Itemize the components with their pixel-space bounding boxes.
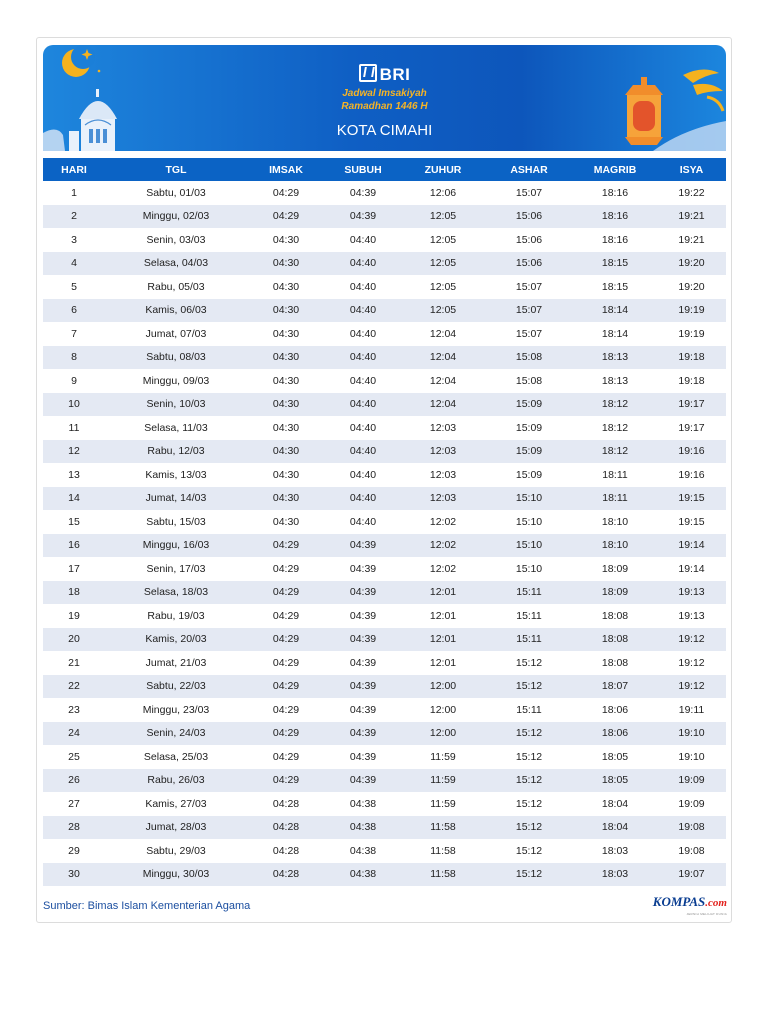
cell-magrib: 18:04 [573,792,657,816]
cell-hari: 11 [43,416,105,440]
cell-magrib: 18:16 [573,205,657,229]
cell-magrib: 18:11 [573,463,657,487]
cell-magrib: 18:15 [573,252,657,276]
cell-imsak: 04:30 [247,228,325,252]
cell-subuh: 04:39 [325,205,401,229]
cell-ashar: 15:12 [485,816,573,840]
cell-ashar: 15:06 [485,252,573,276]
table-row [43,393,726,417]
cell-subuh: 04:40 [325,299,401,323]
cell-hari: 3 [43,228,105,252]
cell-subuh: 04:39 [325,769,401,793]
cell-subuh: 04:38 [325,792,401,816]
cell-isya: 19:13 [657,604,726,628]
cell-ashar: 15:07 [485,322,573,346]
cell-tgl: Jumat, 28/03 [105,816,247,840]
cell-imsak: 04:30 [247,275,325,299]
cell-magrib: 18:12 [573,393,657,417]
cell-imsak: 04:30 [247,416,325,440]
cell-hari: 27 [43,792,105,816]
table-row [43,651,726,675]
cell-zuhur: 12:05 [401,205,485,229]
cell-magrib: 18:10 [573,510,657,534]
cell-subuh: 04:39 [325,722,401,746]
cell-hari: 6 [43,299,105,323]
cell-hari: 18 [43,581,105,605]
table-row [43,745,726,769]
table-row [43,698,726,722]
cell-subuh: 04:39 [325,651,401,675]
column-header-isya: ISYA [657,158,726,181]
cell-imsak: 04:29 [247,628,325,652]
table-row [43,228,726,252]
table-row [43,252,726,276]
cell-imsak: 04:28 [247,863,325,887]
cell-tgl: Sabtu, 01/03 [105,181,247,205]
cell-isya: 19:20 [657,275,726,299]
table-row [43,839,726,863]
cell-tgl: Sabtu, 15/03 [105,510,247,534]
cell-tgl: Kamis, 06/03 [105,299,247,323]
cell-zuhur: 12:01 [401,604,485,628]
cell-hari: 19 [43,604,105,628]
cell-magrib: 18:05 [573,745,657,769]
cell-isya: 19:17 [657,416,726,440]
cell-isya: 19:12 [657,675,726,699]
cell-tgl: Jumat, 07/03 [105,322,247,346]
cell-imsak: 04:30 [247,487,325,511]
cell-zuhur: 11:59 [401,792,485,816]
cell-hari: 28 [43,816,105,840]
cell-zuhur: 12:01 [401,651,485,675]
cell-ashar: 15:09 [485,463,573,487]
cell-zuhur: 12:05 [401,228,485,252]
cell-subuh: 04:40 [325,252,401,276]
cell-tgl: Sabtu, 22/03 [105,675,247,699]
cell-zuhur: 12:03 [401,416,485,440]
cell-hari: 23 [43,698,105,722]
cell-zuhur: 12:05 [401,252,485,276]
cell-zuhur: 11:58 [401,863,485,887]
cell-tgl: Selasa, 11/03 [105,416,247,440]
cell-subuh: 04:39 [325,181,401,205]
cell-isya: 19:19 [657,299,726,323]
cell-hari: 14 [43,487,105,511]
cell-hari: 21 [43,651,105,675]
cell-zuhur: 12:03 [401,463,485,487]
cell-hari: 25 [43,745,105,769]
cell-imsak: 04:29 [247,769,325,793]
cell-ashar: 15:12 [485,675,573,699]
cell-magrib: 18:13 [573,346,657,370]
cell-hari: 17 [43,557,105,581]
cell-zuhur: 12:02 [401,557,485,581]
cell-imsak: 04:29 [247,651,325,675]
cell-isya: 19:21 [657,228,726,252]
cell-magrib: 18:03 [573,839,657,863]
cell-zuhur: 11:59 [401,769,485,793]
cell-subuh: 04:40 [325,275,401,299]
cell-tgl: Senin, 03/03 [105,228,247,252]
cell-subuh: 04:40 [325,393,401,417]
cell-imsak: 04:30 [247,346,325,370]
cell-hari: 24 [43,722,105,746]
cell-zuhur: 12:00 [401,722,485,746]
cell-isya: 19:18 [657,346,726,370]
cell-magrib: 18:10 [573,534,657,558]
cell-imsak: 04:30 [247,322,325,346]
table-row [43,557,726,581]
table-row [43,463,726,487]
cell-tgl: Minggu, 02/03 [105,205,247,229]
cell-subuh: 04:38 [325,839,401,863]
cell-magrib: 18:08 [573,604,657,628]
table-row [43,440,726,464]
cell-tgl: Minggu, 09/03 [105,369,247,393]
column-header-magrib: MAGRIB [573,158,657,181]
cell-zuhur: 12:01 [401,628,485,652]
prayer-schedule-table [43,158,726,886]
cell-magrib: 18:14 [573,322,657,346]
cell-imsak: 04:28 [247,816,325,840]
subtitle-line-1: Jadwal Imsakiyah [342,88,427,99]
cell-ashar: 15:11 [485,628,573,652]
table-row [43,299,726,323]
cell-zuhur: 12:04 [401,393,485,417]
cell-subuh: 04:40 [325,228,401,252]
cell-subuh: 04:38 [325,816,401,840]
cell-isya: 19:12 [657,628,726,652]
cell-imsak: 04:30 [247,252,325,276]
cell-imsak: 04:30 [247,510,325,534]
cell-subuh: 04:40 [325,346,401,370]
kompas-brand-suffix: .com [705,897,727,909]
cell-ashar: 15:12 [485,863,573,887]
cell-subuh: 04:40 [325,369,401,393]
cell-imsak: 04:30 [247,463,325,487]
cell-tgl: Selasa, 18/03 [105,581,247,605]
cell-ashar: 15:10 [485,557,573,581]
table-row [43,322,726,346]
cell-magrib: 18:08 [573,628,657,652]
cell-tgl: Senin, 10/03 [105,393,247,417]
bri-logo-icon [359,64,377,82]
cell-imsak: 04:29 [247,557,325,581]
cell-isya: 19:13 [657,581,726,605]
cell-hari: 4 [43,252,105,276]
cell-tgl: Minggu, 16/03 [105,534,247,558]
cell-tgl: Selasa, 25/03 [105,745,247,769]
bri-logo-text: BRI [379,65,411,84]
cell-imsak: 04:30 [247,440,325,464]
cell-magrib: 18:07 [573,675,657,699]
table-row [43,722,726,746]
cell-hari: 16 [43,534,105,558]
column-header-imsak: IMSAK [247,158,325,181]
cell-isya: 19:19 [657,322,726,346]
cell-magrib: 18:03 [573,863,657,887]
cell-tgl: Rabu, 26/03 [105,769,247,793]
cell-hari: 10 [43,393,105,417]
cell-hari: 30 [43,863,105,887]
cell-tgl: Kamis, 27/03 [105,792,247,816]
cell-tgl: Kamis, 13/03 [105,463,247,487]
cell-isya: 19:09 [657,769,726,793]
cell-ashar: 15:06 [485,205,573,229]
cell-isya: 19:11 [657,698,726,722]
kompas-brand: KOMPAS [652,894,706,909]
cell-zuhur: 12:05 [401,275,485,299]
cell-subuh: 04:39 [325,534,401,558]
cell-subuh: 04:39 [325,581,401,605]
cell-zuhur: 12:06 [401,181,485,205]
cell-tgl: Rabu, 12/03 [105,440,247,464]
cell-tgl: Senin, 17/03 [105,557,247,581]
cell-tgl: Minggu, 30/03 [105,863,247,887]
table-body [43,181,726,886]
cell-zuhur: 12:03 [401,487,485,511]
cell-magrib: 18:11 [573,487,657,511]
cell-zuhur: 12:04 [401,346,485,370]
cell-isya: 19:10 [657,745,726,769]
cell-ashar: 15:12 [485,792,573,816]
cell-imsak: 04:28 [247,792,325,816]
cell-tgl: Rabu, 05/03 [105,275,247,299]
cell-zuhur: 12:04 [401,322,485,346]
cell-hari: 26 [43,769,105,793]
table-row [43,604,726,628]
cell-hari: 7 [43,322,105,346]
cell-zuhur: 12:04 [401,369,485,393]
cell-isya: 19:08 [657,816,726,840]
cell-isya: 19:14 [657,557,726,581]
cell-subuh: 04:40 [325,510,401,534]
cell-imsak: 04:30 [247,299,325,323]
cell-imsak: 04:29 [247,745,325,769]
table-row [43,675,726,699]
table-header-row [43,158,726,181]
cell-ashar: 15:08 [485,346,573,370]
cell-subuh: 04:39 [325,628,401,652]
cell-ashar: 15:12 [485,839,573,863]
cell-isya: 19:20 [657,252,726,276]
cell-subuh: 04:38 [325,863,401,887]
cell-ashar: 15:06 [485,228,573,252]
cell-hari: 5 [43,275,105,299]
cell-magrib: 18:06 [573,722,657,746]
cell-subuh: 04:40 [325,487,401,511]
cell-subuh: 04:40 [325,440,401,464]
cell-isya: 19:12 [657,651,726,675]
cell-zuhur: 12:05 [401,299,485,323]
cell-subuh: 04:39 [325,604,401,628]
cell-hari: 9 [43,369,105,393]
cell-tgl: Selasa, 04/03 [105,252,247,276]
table-row [43,628,726,652]
cell-magrib: 18:08 [573,651,657,675]
cell-ashar: 15:12 [485,769,573,793]
column-header-hari: HARI [43,158,105,181]
cell-hari: 2 [43,205,105,229]
cell-magrib: 18:15 [573,275,657,299]
table-row [43,816,726,840]
cell-imsak: 04:30 [247,393,325,417]
cell-imsak: 04:29 [247,698,325,722]
cell-magrib: 18:06 [573,698,657,722]
cell-tgl: Minggu, 23/03 [105,698,247,722]
city-title: KOTA CIMAHI [336,122,433,139]
cell-imsak: 04:28 [247,839,325,863]
cell-isya: 19:22 [657,181,726,205]
cell-ashar: 15:11 [485,604,573,628]
cell-zuhur: 12:03 [401,440,485,464]
cell-imsak: 04:30 [247,369,325,393]
cell-tgl: Rabu, 19/03 [105,604,247,628]
cell-imsak: 04:29 [247,604,325,628]
cell-imsak: 04:29 [247,205,325,229]
cell-imsak: 04:29 [247,181,325,205]
cell-isya: 19:18 [657,369,726,393]
cell-subuh: 04:40 [325,463,401,487]
cell-subuh: 04:39 [325,557,401,581]
cell-hari: 29 [43,839,105,863]
cell-isya: 19:10 [657,722,726,746]
cell-ashar: 15:12 [485,651,573,675]
cell-magrib: 18:12 [573,416,657,440]
cell-hari: 13 [43,463,105,487]
cell-zuhur: 12:02 [401,510,485,534]
cell-zuhur: 12:01 [401,581,485,605]
table-row [43,205,726,229]
table-row [43,181,726,205]
table-row [43,534,726,558]
cell-magrib: 18:04 [573,816,657,840]
cell-subuh: 04:40 [325,416,401,440]
cell-hari: 20 [43,628,105,652]
cell-hari: 8 [43,346,105,370]
cell-zuhur: 12:02 [401,534,485,558]
cell-magrib: 18:14 [573,299,657,323]
cell-ashar: 15:12 [485,745,573,769]
table-row [43,346,726,370]
header-banner [43,45,726,151]
cell-tgl: Jumat, 14/03 [105,487,247,511]
cell-magrib: 18:09 [573,557,657,581]
cell-magrib: 18:13 [573,369,657,393]
source-text: Sumber: Bimas Islam Kementerian Agama [43,900,251,912]
table-row [43,792,726,816]
cell-tgl: Jumat, 21/03 [105,651,247,675]
table-row [43,769,726,793]
cell-magrib: 18:16 [573,228,657,252]
cell-isya: 19:16 [657,440,726,464]
cell-zuhur: 12:00 [401,675,485,699]
cell-zuhur: 11:58 [401,839,485,863]
table-row [43,487,726,511]
cell-ashar: 15:08 [485,369,573,393]
cell-isya: 19:21 [657,205,726,229]
cell-tgl: Senin, 24/03 [105,722,247,746]
cell-ashar: 15:12 [485,722,573,746]
cell-subuh: 04:39 [325,745,401,769]
cell-tgl: Sabtu, 29/03 [105,839,247,863]
cell-ashar: 15:09 [485,440,573,464]
cell-isya: 19:17 [657,393,726,417]
column-header-tgl: TGL [105,158,247,181]
cell-isya: 19:16 [657,463,726,487]
table-row [43,369,726,393]
cell-ashar: 15:09 [485,393,573,417]
subtitle-line-2: Ramadhan 1446 H [341,101,428,112]
cell-ashar: 15:10 [485,534,573,558]
cell-ashar: 15:07 [485,299,573,323]
cell-isya: 19:15 [657,487,726,511]
cell-magrib: 18:16 [573,181,657,205]
cell-isya: 19:07 [657,863,726,887]
cell-tgl: Kamis, 20/03 [105,628,247,652]
cell-isya: 19:09 [657,792,726,816]
column-header-ashar: ASHAR [485,158,573,181]
cell-zuhur: 11:58 [401,816,485,840]
cell-imsak: 04:29 [247,675,325,699]
kompas-logo [651,893,727,916]
cell-hari: 1 [43,181,105,205]
cell-subuh: 04:39 [325,675,401,699]
column-header-zuhur: ZUHUR [401,158,485,181]
cell-magrib: 18:09 [573,581,657,605]
bri-logo [43,64,726,85]
cell-ashar: 15:11 [485,581,573,605]
cell-ashar: 15:10 [485,487,573,511]
cell-hari: 15 [43,510,105,534]
table-row [43,581,726,605]
cell-ashar: 15:09 [485,416,573,440]
table-row [43,275,726,299]
column-header-subuh: SUBUH [325,158,401,181]
table-row [43,510,726,534]
cell-ashar: 15:11 [485,698,573,722]
cell-subuh: 04:40 [325,322,401,346]
cell-tgl: Sabtu, 08/03 [105,346,247,370]
cell-magrib: 18:12 [573,440,657,464]
cell-ashar: 15:07 [485,181,573,205]
cell-hari: 12 [43,440,105,464]
cell-isya: 19:14 [657,534,726,558]
cell-hari: 22 [43,675,105,699]
cell-ashar: 15:07 [485,275,573,299]
cell-imsak: 04:29 [247,722,325,746]
cell-magrib: 18:05 [573,769,657,793]
cell-isya: 19:08 [657,839,726,863]
cell-ashar: 15:10 [485,510,573,534]
cell-zuhur: 12:00 [401,698,485,722]
cell-zuhur: 11:59 [401,745,485,769]
table-row [43,863,726,887]
cell-isya: 19:15 [657,510,726,534]
kompas-tagline: JERNIH MELIHAT DUNIA [686,912,727,916]
cell-imsak: 04:29 [247,534,325,558]
cell-subuh: 04:39 [325,698,401,722]
table-row [43,416,726,440]
cell-imsak: 04:29 [247,581,325,605]
